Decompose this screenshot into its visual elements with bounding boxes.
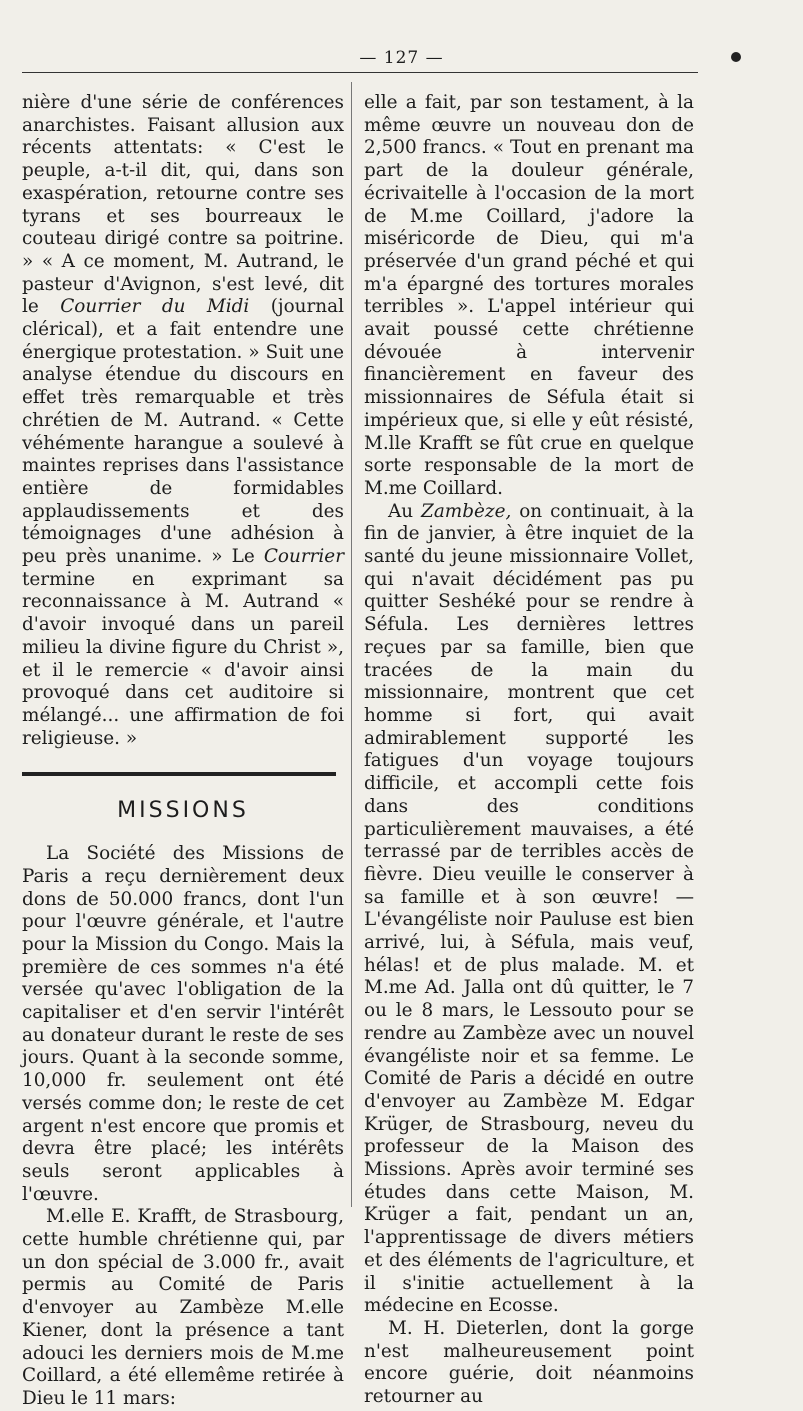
paragraph-krafft: M.elle E. Krafft, de Strasbourg, cette humble chrétienne qui, par un don spécial de 3.000 fr., avait permis au Comité de Paris d'envoyer au Zambèze M.elle Kiener, dont la présence a tant adouci les derniers mois de M.me Coillard, a été ellemême retirée à Dieu le 11 mars: (22, 1206, 344, 1409)
newspaper-title: Courrier (263, 546, 344, 568)
paragraph-dieterlen: M. H. Dieterlen, dont la gorge n'est malheureusement point encore guérie, doit néanmoins retourner au (364, 1317, 694, 1408)
ink-spot (731, 52, 741, 62)
page-number: — 127 — (359, 48, 444, 68)
column-divider (351, 82, 352, 1207)
right-column (364, 92, 694, 1409)
paragraph-text: Au (388, 500, 422, 522)
left-column (22, 92, 344, 1411)
newspaper-title: Courrier du Midi (60, 296, 250, 318)
paragraph-text: termine en exprimant sa reconnaissance à M. Autrand « d'avoir invoqué dans un pareil milieu la divine figure du Christ », et il le remercie « d'avoir ainsi provoqué dans cet auditoire si mélangé... une affirmation de foi religieuse. » (22, 568, 344, 749)
section-rule (22, 772, 336, 776)
place-name: Zambèze, (421, 500, 512, 522)
section-title: MISSIONS (117, 798, 249, 824)
paragraph-continued (22, 92, 344, 750)
paragraph-zambeze (364, 501, 694, 1318)
paragraph-testament: elle a fait, par son testament, à la même œuvre un nouveau don de 2,500 francs. « Tout en prenant ma part de la douleur générale, écrivaitelle à l'occasion de la mort de M.me Coillard, j'adore la miséricorde de Dieu, qui m'a préservée d'un grand péché et qui m'a épargné des tortures morales terribles ». L'appel intérieur qui avait poussé cette chrétienne dévouée à intervenir financièrement en faveur des missionnaires de Séfula était si impérieux que, si elle y eût résisté, M.lle Krafft se fût crue en quelque sorte responsable de la mort de M.me Coillard. (364, 92, 694, 499)
header-rule (22, 72, 698, 73)
paragraph-missions-donations: La Société des Missions de Paris a reçu dernièrement deux dons de 50.000 francs, dont l'un pour l'œuvre générale, et l'autre pour la Mission du Congo. Mais la première de ces sommes n'a été versée qu'avec l'obligation de la capitaliser et d'en servir l'intérêt au donateur durant le reste de ses jours. Quant à la seconde somme, 10,000 fr. seulement ont été versés comme don; le reste de cet argent n'est encore que promis et devra être placé; les intérêts seuls seront applicables à l'œuvre. (22, 843, 344, 1205)
paragraph-text: on continuait, à la fin de janvier, à être inquiet de la santé du jeune missionnaire Vollet, qui n'avait décidément pas pu quitter Seshéké pour se rendre à Séfula. Les dernières lettres reçues par sa famille, bien que tracées de la main du missionnaire, montrent que cet homme si fort, qui avait admirablement supporté les fatigues d'un voyage toujours difficile, et accompli cette fois dans des conditions particulièrement mauvaises, a été terrassé par de terribles accès de fièvre. Dieu veuille le conserver à sa famille et à son œuvre! — L'évangéliste noir Pauluse est bien arrivé, lui, à Séfula, mais veuf, hélas! et de plus malade. M. et M.me Ad. Jalla ont dû quitter, le 7 ou le 8 mars, le Lessouto pour se rendre au Zambèze avec un nouvel évangéliste noir et sa femme. Le Comité de Paris a décidé en outre d'envoyer au Zambèze M. Edgar Krüger, de Strasbourg, neveu du professeur de la Maison des Missions. Après avoir terminé ses études dans cette Maison, M. Krüger a fait, pendant un an, l'apprentissage de divers métiers et des éléments de l'agriculture, et il s'initie actuellement à la médecine en Ecosse. (364, 500, 694, 1317)
paragraph-text: nière d'une série de conférences anarchistes. Faisant allusion aux récents attentats: « C'est le peuple, a-t-il dit, qui, dans son exaspération, retourne contre ses tyrans et ses bourreaux le couteau dirigé contre sa poitrine. » « A ce moment, M. Autrand, le pasteur d'Avignon, s'est levé, dit le (22, 92, 344, 318)
paragraph-text: (journal clérical), et a fait entendre une énergique protestation. » Suit une analyse étendue du discours en effet très remarquable et très chrétien de M. Autrand. « Cette véhémente harangue a soulevé à maintes reprises dans l'assistance entière de formidables applaudissements et des témoignages d'une adhésion à peu près unanime. » Le (22, 296, 344, 568)
